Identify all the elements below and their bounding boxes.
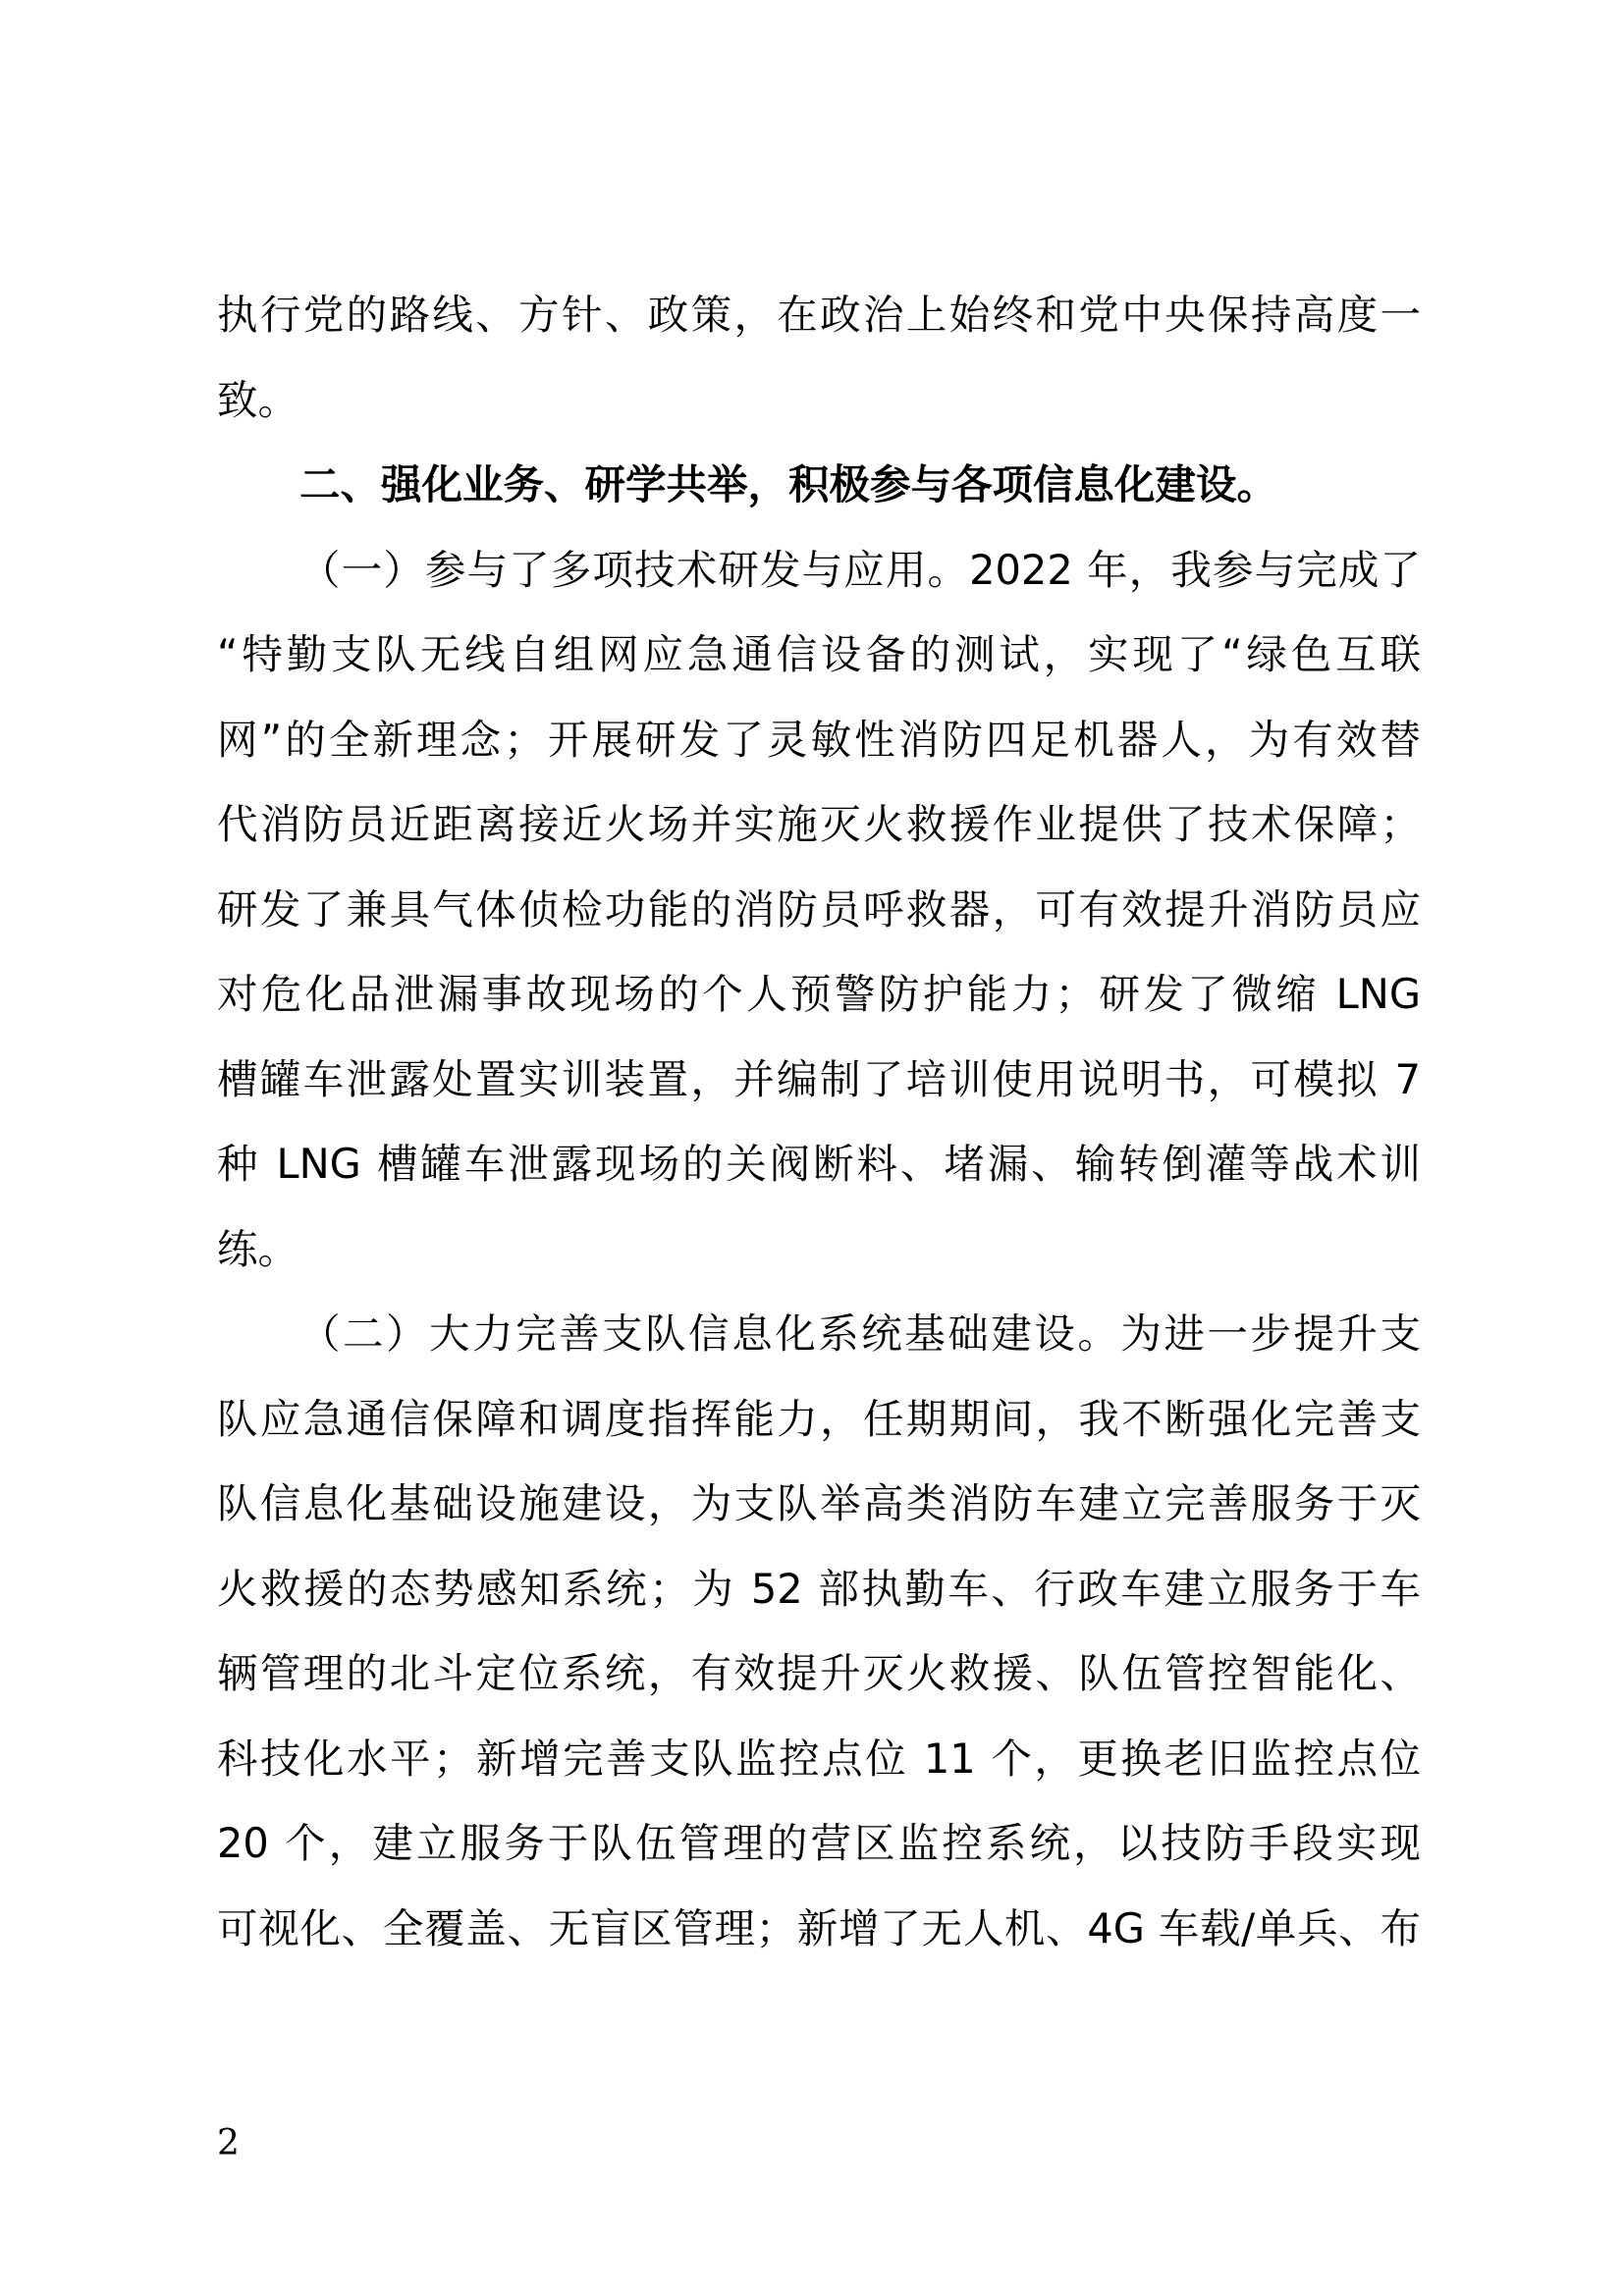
text-line: 练。 — [217, 1224, 299, 1273]
text-line: （二）大力完善支队信息化系统基础建设。为进一步提升支 — [299, 1309, 1421, 1358]
text-line: 代消防员近距离接近火场并实施灭火救援作业提供了技术保障； — [217, 800, 1421, 848]
text-line: 对危化品泄漏事故现场的个人预警防护能力；研发了微缩 LNG — [217, 970, 1421, 1018]
text-line: “特勤支队无线自组网应急通信设备的测试，实现了“绿色互联 — [217, 630, 1421, 678]
text-line: 执行党的路线、方针、政策，在政治上始终和党中央保持高度一 — [217, 291, 1421, 339]
section-heading: 二、强化业务、研学共举，积极参与各项信息化建设。 — [299, 460, 1278, 508]
text-line: 辆管理的北斗定位系统，有效提升灭火救援、队伍管控智能化、 — [217, 1649, 1421, 1697]
text-line: 队信息化基础设施建设，为支队举高类消防车建立完善服务于灭 — [217, 1479, 1421, 1527]
text-line: 槽罐车泄露处置实训装置，并编制了培训使用说明书，可模拟 7 — [217, 1054, 1421, 1103]
text-line: 队应急通信保障和调度指挥能力，任期期间，我不断强化完善支 — [217, 1394, 1421, 1443]
text-line: 20 个，建立服务于队伍管理的营区监控系统，以技防手段实现 — [217, 1819, 1421, 1867]
text-line: 火救援的态势感知系统；为 52 部执勤车、行政车建立服务于车 — [217, 1564, 1421, 1613]
page-number: 2 — [217, 2123, 240, 2163]
text-line: 科技化水平；新增完善支队监控点位 11 个，更换老旧监控点位 — [217, 1734, 1421, 1783]
text-line: 网”的全新理念；开展研发了灵敏性消防四足机器人，为有效替 — [217, 715, 1421, 764]
text-line: 研发了兼具气体侦检功能的消防员呼救器，可有效提升消防员应 — [217, 884, 1421, 934]
text-line: 致。 — [217, 375, 299, 424]
text-line: （一）参与了多项技术研发与应用。2022 年，我参与完成了 — [299, 545, 1421, 594]
body-text — [217, 283, 1421, 1981]
text-line: 种 LNG 槽罐车泄露现场的关阀断料、堵漏、输转倒灌等战术训 — [217, 1140, 1421, 1188]
text-line: 可视化、全覆盖、无盲区管理；新增了无人机、4G 车载/单兵、布 — [217, 1903, 1421, 1952]
